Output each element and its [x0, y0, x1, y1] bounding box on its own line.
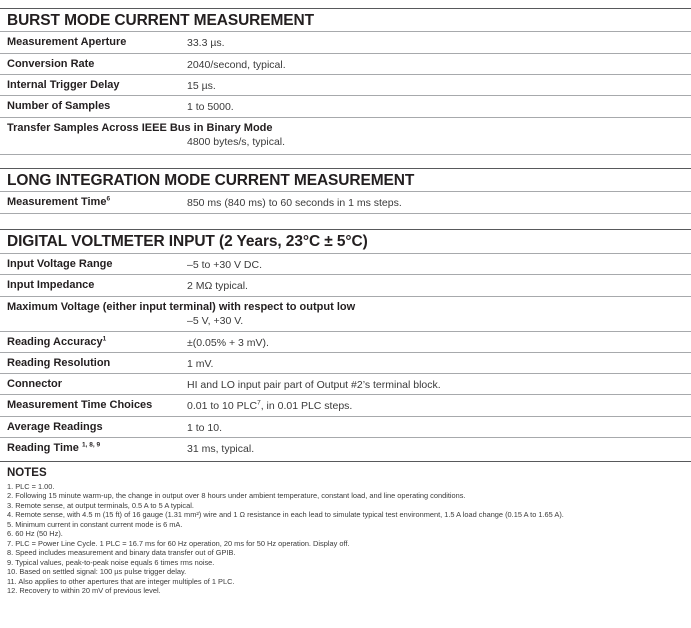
note-item: 8. Speed includes measurement and binary data transfer out of GPIB.: [7, 548, 236, 558]
notes-section: [0, 461, 691, 595]
spec-value: –5 to +30 V DC.: [187, 259, 263, 271]
footnote-ref: 1: [102, 335, 107, 343]
spec-row-measurement-aperture: [0, 31, 691, 53]
spec-label: Internal Trigger Delay: [7, 79, 120, 91]
spec-label: Measurement Time$^6$: [7, 195, 111, 208]
long-integration-section: [0, 168, 691, 191]
spec-value: 850 ms (840 ms) to 60 seconds in 1 ms steps.: [187, 197, 402, 209]
divider: [0, 213, 691, 214]
footnote-ref: 6: [106, 195, 111, 203]
spec-label: Measurement Aperture: [7, 36, 127, 48]
note-item: 9. Typical values, peak-to-peak noise equals 6 times rms noise.: [7, 557, 215, 567]
spec-label: Number of Samples: [7, 100, 111, 112]
note-item: 12. Recovery to within 20 mV of previous level.: [7, 585, 161, 595]
spec-label: Connector: [7, 378, 62, 390]
spec-row-measurement-time: [0, 191, 691, 213]
note-item: 5. Minimum current in constant current mode is 6 mA.: [7, 519, 183, 529]
spec-row-reading-resolution: [0, 352, 691, 374]
spec-row-measurement-time-choices: [0, 394, 691, 416]
spec-label: Transfer Samples Across IEEE Bus in Binary Mode: [7, 122, 273, 134]
spec-value: HI and LO input pair part of Output #2’s terminal block.: [187, 379, 441, 391]
spec-row-internal-trigger-delay: [0, 74, 691, 96]
spec-label: Reading Resolution: [7, 357, 111, 369]
spec-row-average-readings: [0, 416, 691, 438]
spec-value: 15 µs.: [187, 80, 216, 92]
spec-value: 2040/second, typical.: [187, 59, 286, 71]
note-item: 10. Based on settled signal: 100 µs pulse trigger delay.: [7, 567, 187, 577]
spec-row-connector: [0, 373, 691, 395]
section-title: DIGITAL VOLTMETER INPUT (2 Years, 23°C ± 5°C): [7, 233, 368, 250]
spec-row-transfer-samples: [0, 117, 691, 154]
spec-label: Input Impedance: [7, 279, 95, 291]
spec-value: 1 to 10.: [187, 422, 223, 434]
spec-value: 2 MΩ typical.: [187, 280, 248, 292]
divider: [0, 154, 691, 155]
section-header: [0, 168, 691, 191]
section-title: BURST MODE CURRENT MEASUREMENT: [7, 12, 315, 29]
note-item: 1. PLC = 1.00.: [7, 482, 55, 491]
dvm-input-section: [0, 229, 691, 252]
section-header: [0, 229, 691, 252]
spec-value: 1 to 5000.: [187, 101, 234, 113]
section-title: LONG INTEGRATION MODE CURRENT MEASUREMENT: [7, 172, 415, 189]
note-item: 3. Remote sense, at output terminals, 0.5 A to 5 A typical.: [7, 500, 194, 510]
footnote-ref: 7: [257, 399, 261, 407]
notes-list: [7, 482, 564, 595]
footnote-ref: 1, 8, 9: [82, 441, 101, 449]
spec-label: Input Voltage Range: [7, 258, 113, 270]
burst-mode-section: [0, 8, 691, 31]
spec-label: Maximum Voltage (either input terminal) with respect to output low: [7, 301, 356, 313]
spec-label: Reading Time $^{1, 8, 9}$: [7, 441, 101, 454]
spec-value: 4800 bytes/s, typical.: [187, 136, 286, 148]
spec-row-input-voltage-range: [0, 253, 691, 275]
spec-value: –5 V, +30 V.: [187, 315, 244, 327]
note-item: 2. Following 15 minute warm-up, the change in output over 8 hours under ambient temperature, constant load, and line operating conditions.: [7, 491, 466, 501]
spec-value: 33.3 µs.: [187, 37, 225, 49]
notes-title: NOTES: [7, 467, 47, 479]
spec-label: Measurement Time Choices: [7, 399, 153, 411]
note-item: 7. PLC = Power Line Cycle. 1 PLC = 16.7 ms for 60 Hz operation, 20 ms for 50 Hz operation. Display off.: [7, 538, 350, 548]
spec-label: Reading Accuracy$^1$: [7, 335, 107, 348]
spec-label: Conversion Rate: [7, 58, 95, 70]
spec-row-maximum-voltage: [0, 296, 691, 332]
section-header: [0, 8, 691, 31]
note-item: 6. 60 Hz (50 Hz).: [7, 529, 63, 539]
spec-row-conversion-rate: [0, 53, 691, 75]
spec-value: 0.01 to 10 PLC$^7$, in 0.01 PLC steps.: [187, 399, 353, 412]
spec-label: Average Readings: [7, 421, 103, 433]
note-item: 4. Remote sense, with 4.5 m (15 ft) of 16 gauge (1.31 mm²) wire and 1 Ω resistance in each lead to simulate typical test environment, 1.5 A load change (0.15 A to 1.65 A).: [7, 510, 564, 520]
spec-row-input-impedance: [0, 274, 691, 296]
spec-value: 1 mV.: [187, 358, 214, 370]
spec-row-reading-time: [0, 437, 691, 460]
spec-value: 31 ms, typical.: [187, 443, 255, 455]
spec-row-number-of-samples: [0, 95, 691, 117]
spec-row-reading-accuracy: [0, 331, 691, 353]
spec-value: ±(0.05% + 3 mV).: [187, 337, 269, 349]
note-item: 11. Also applies to other apertures that are integer multiples of 1 PLC.: [7, 576, 235, 586]
